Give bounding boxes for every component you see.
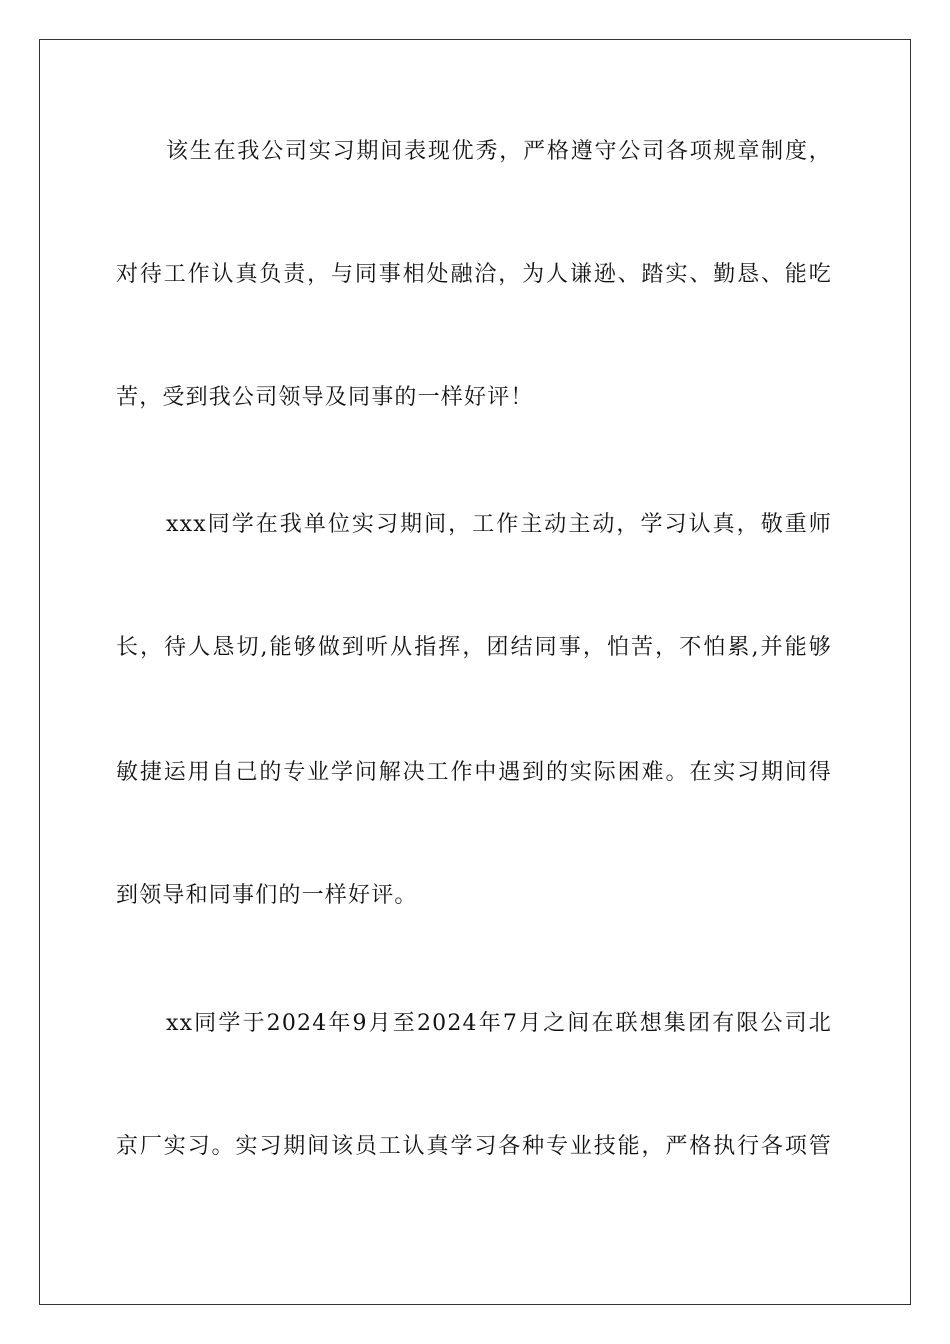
paragraph-2-line-1: xxx同学在我单位实习期间，工作主动主动，学习认真，敬重师 (166, 512, 832, 537)
paragraph-3-line-1: xx同学于2024年9月至2024年7月之间在联想集团有限公司北 (166, 1011, 832, 1036)
page-border (39, 39, 911, 1305)
paragraph-2-line-4: 到领导和同事们的一样好评。 (116, 883, 418, 908)
paragraph-1-line-3: 苦，受到我公司领导及同事的一样好评！ (116, 385, 534, 410)
paragraph-3-line-2: 京厂实习。实习期间该员工认真学习各种专业技能，严格执行各项管 (116, 1134, 832, 1159)
paragraph-1-line-1: 该生在我公司实习期间表现优秀，严格遵守公司各项规章制度， (166, 139, 832, 164)
paragraph-1-line-2: 对待工作认真负责，与同事相处融洽，为人谦逊、踏实、勤恳、能吃 (116, 262, 832, 287)
paragraph-2-line-3: 敏捷运用自己的专业学问解决工作中遇到的实际困难。在实习期间得 (116, 760, 832, 785)
paragraph-2-line-2: 长，待人恳切,能够做到听从指挥，团结同事，怕苦，不怕累,并能够 (116, 635, 832, 660)
